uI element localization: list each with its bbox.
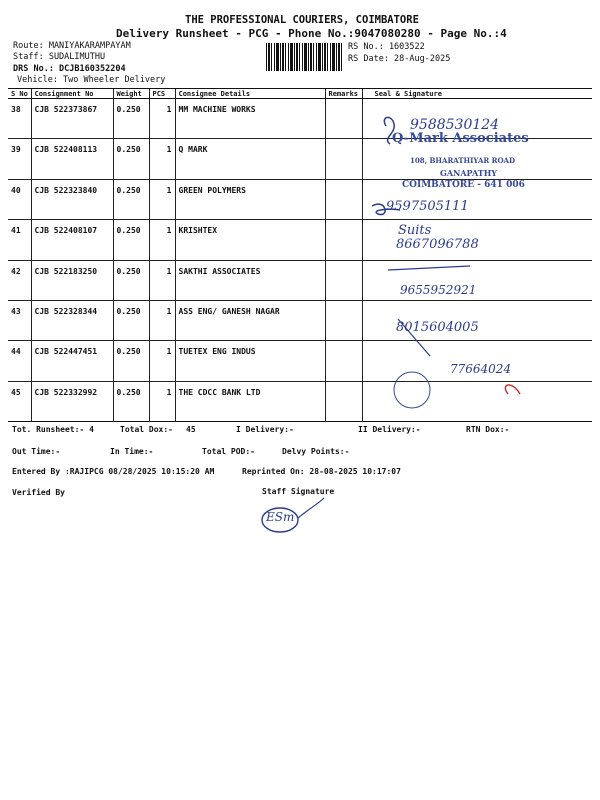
row-pcs: 1 bbox=[149, 139, 175, 179]
row-pcs: 1 bbox=[149, 179, 175, 219]
ii-delivery: II Delivery:- bbox=[358, 425, 421, 434]
company-name: THE PROFESSIONAL COURIERS, COIMBATORE bbox=[185, 14, 419, 26]
verified-by: Verified By bbox=[12, 488, 65, 497]
staff-signature-initials: ESm bbox=[266, 510, 295, 524]
route-label: Route: MANIYAKARAMPAYAM bbox=[13, 41, 131, 51]
col-weight: Weight bbox=[113, 89, 149, 99]
vehicle-label: Vehicle: Two Wheeler Delivery bbox=[17, 75, 166, 85]
staff-label: Staff: SUDALIMUTHU bbox=[13, 52, 106, 62]
row-weight: 0.250 bbox=[113, 260, 149, 300]
row-sno: 43 bbox=[8, 300, 31, 340]
row-consignee: ASS ENG/ GANESH NAGAR bbox=[175, 300, 325, 340]
stamp-company: Q-Mark Associates bbox=[392, 131, 529, 146]
signature-phone-44: 77664024 bbox=[450, 362, 512, 376]
total-pod: Total POD:- bbox=[202, 447, 255, 456]
row-sno: 42 bbox=[8, 260, 31, 300]
col-remarks: Remarks bbox=[325, 89, 362, 99]
row-consignment: CJB 522323840 bbox=[31, 179, 113, 219]
signature-phone-41: 8667096788 bbox=[396, 237, 479, 252]
col-pcs: PCS bbox=[149, 89, 175, 99]
col-consignment: Consignment No bbox=[31, 89, 113, 99]
drs-number: DRS No.: DCJB160352204 bbox=[13, 64, 126, 74]
row-pcs: 1 bbox=[149, 341, 175, 381]
row-consignee: TUETEX ENG INDUS bbox=[175, 341, 325, 381]
rs-date: RS Date: 28-Aug-2025 bbox=[348, 54, 451, 64]
staff-signature-label: Staff Signature bbox=[262, 487, 335, 496]
reprinted-on: Reprinted On: 28-08-2025 10:17:07 bbox=[242, 467, 401, 476]
row-pcs: 1 bbox=[149, 300, 175, 340]
table-header-row bbox=[8, 89, 592, 99]
out-time: Out Time:- bbox=[12, 447, 61, 456]
row-weight: 0.250 bbox=[113, 179, 149, 219]
row-consignment: CJB 522447451 bbox=[31, 341, 113, 381]
row-sno: 40 bbox=[8, 179, 31, 219]
row-remarks bbox=[325, 179, 362, 219]
stamp-city: COIMBATORE - 641 006 bbox=[402, 180, 525, 190]
col-consignee: Consignee Details bbox=[175, 89, 325, 99]
barcode bbox=[266, 43, 344, 71]
stamp-area: GANAPATHY bbox=[440, 168, 497, 178]
row-consignment: CJB 522328344 bbox=[31, 300, 113, 340]
signature-name-41: Suits bbox=[398, 223, 432, 238]
row-consignee: GREEN POLYMERS bbox=[175, 179, 325, 219]
row-pcs: 1 bbox=[149, 381, 175, 421]
signature-phone-42: 9655952921 bbox=[400, 283, 477, 297]
entered-by: Entered By :RAJIPCG 08/28/2025 10:15:20 AM bbox=[12, 467, 215, 476]
row-consignee: SAKTHI ASSOCIATES bbox=[175, 260, 325, 300]
row-consignment: CJB 522373867 bbox=[31, 99, 113, 139]
rtn-dox: RTN Dox:- bbox=[466, 425, 510, 434]
row-consignee: KRISHTEX bbox=[175, 220, 325, 260]
row-sno: 44 bbox=[8, 341, 31, 381]
row-remarks bbox=[325, 220, 362, 260]
stamp-address: 108, BHARATHIYAR ROAD bbox=[410, 156, 516, 165]
row-weight: 0.250 bbox=[113, 300, 149, 340]
row-consignment: CJB 522408107 bbox=[31, 220, 113, 260]
total-dox-value: 45 bbox=[186, 425, 196, 434]
row-consignment: CJB 522183250 bbox=[31, 260, 113, 300]
row-weight: 0.250 bbox=[113, 139, 149, 179]
row-weight: 0.250 bbox=[113, 220, 149, 260]
row-sno: 38 bbox=[8, 99, 31, 139]
row-weight: 0.250 bbox=[113, 99, 149, 139]
row-consignment: CJB 522408113 bbox=[31, 139, 113, 179]
delvy-points: Delvy Points:- bbox=[282, 447, 350, 456]
tot-runsheet: Tot. Runsheet:- 4 bbox=[12, 425, 94, 434]
row-pcs: 1 bbox=[149, 220, 175, 260]
i-delivery: I Delivery:- bbox=[236, 425, 294, 434]
rs-number: RS No.: 1603522 bbox=[348, 42, 425, 52]
row-pcs: 1 bbox=[149, 99, 175, 139]
row-sno: 39 bbox=[8, 139, 31, 179]
row-sno: 45 bbox=[8, 381, 31, 421]
signature-phone-38: 9588530124 bbox=[410, 117, 500, 133]
row-sno: 41 bbox=[8, 220, 31, 260]
row-remarks bbox=[325, 260, 362, 300]
row-consignee: THE CDCC BANK LTD bbox=[175, 381, 325, 421]
row-remarks bbox=[325, 300, 362, 340]
col-sno: S No bbox=[8, 89, 31, 99]
row-pcs: 1 bbox=[149, 260, 175, 300]
row-remarks bbox=[325, 99, 362, 139]
col-seal-signature: Seal & Signature bbox=[362, 89, 592, 99]
signature-phone-43: 8015604005 bbox=[396, 320, 479, 335]
in-time: In Time:- bbox=[110, 447, 154, 456]
total-dox-label: Total Dox:- bbox=[120, 425, 173, 434]
row-consignee: Q MARK bbox=[175, 139, 325, 179]
row-weight: 0.250 bbox=[113, 341, 149, 381]
runsheet-title: Delivery Runsheet - PCG - Phone No.:9047080280 - Page No.:4 bbox=[116, 27, 507, 40]
row-consignee: MM MACHINE WORKS bbox=[175, 99, 325, 139]
row-remarks bbox=[325, 381, 362, 421]
row-remarks bbox=[325, 341, 362, 381]
row-consignment: CJB 522332992 bbox=[31, 381, 113, 421]
row-weight: 0.250 bbox=[113, 381, 149, 421]
signature-phone-40: 9597505111 bbox=[386, 199, 469, 214]
row-remarks bbox=[325, 139, 362, 179]
